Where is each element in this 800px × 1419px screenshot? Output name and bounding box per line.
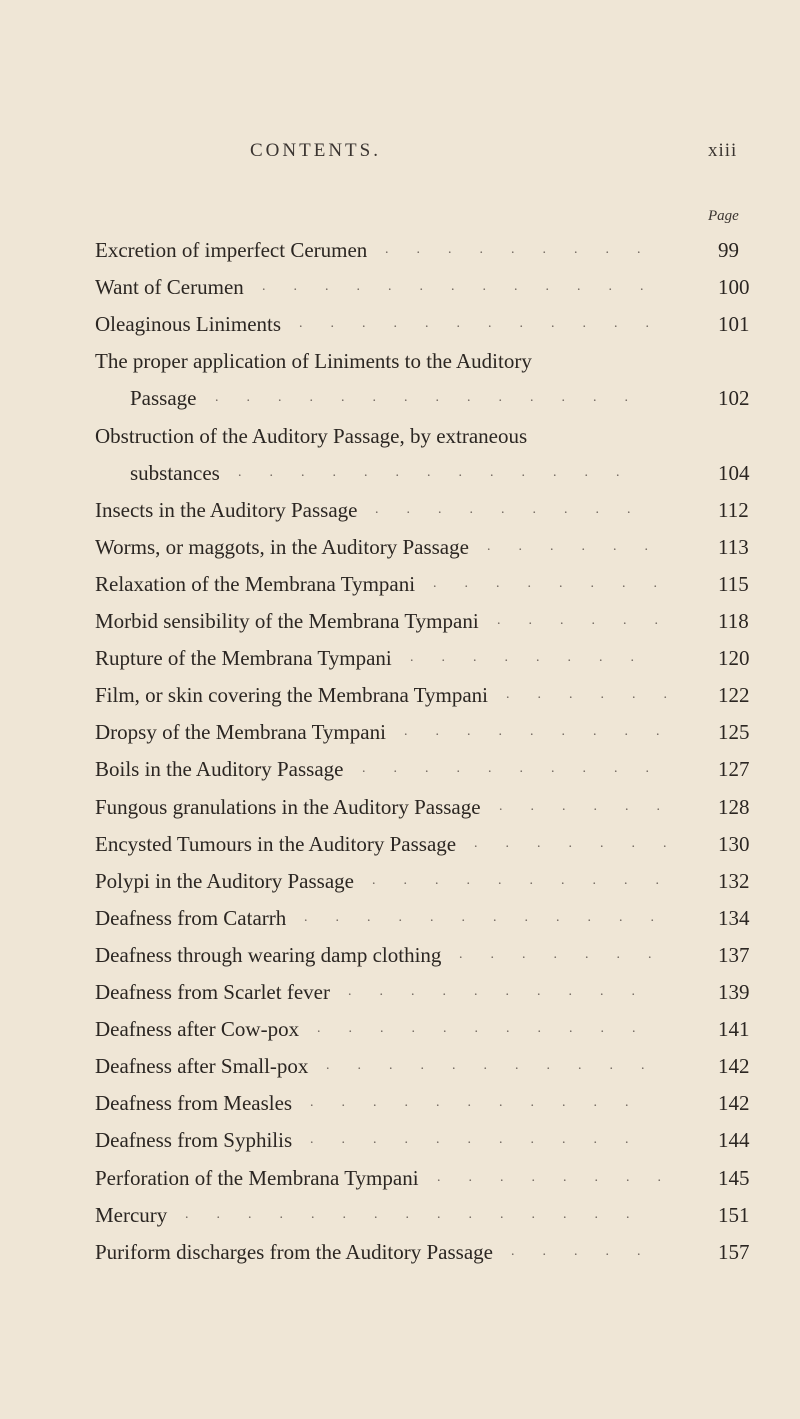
dot-leader: ....... (474, 835, 695, 851)
dot-leader: ............. (262, 279, 672, 295)
dot-leader: ............ (299, 316, 677, 332)
toc-entry-title: Oleaginous Liniments (95, 312, 282, 337)
toc-entry (0, 380, 800, 416)
toc-entry-title: Worms, or maggots, in the Auditory Passage (95, 534, 469, 559)
toc-entry-title: Fungous granulations in the Auditory Passage (95, 794, 481, 819)
toc-entry-page: 115 (718, 571, 749, 596)
dot-leader: ..... (511, 1243, 669, 1259)
toc-entry-page: 101 (718, 312, 750, 337)
dot-leader: ...... (506, 687, 695, 703)
toc-entry-page: 134 (718, 905, 750, 930)
toc-entry-title: Encysted Tumours in the Auditory Passage (95, 831, 457, 856)
toc-entry (0, 937, 800, 973)
dot-leader: ......... (404, 724, 688, 740)
toc-entry-title: Deafness from Measles (95, 1091, 293, 1116)
toc-entry-title: Obstruction of the Auditory Passage, by extraneous (95, 423, 528, 448)
toc-entry-title: Insects in the Auditory Passage (95, 497, 358, 522)
toc-entry-title: Deafness after Cow-pox (95, 1017, 300, 1042)
toc-entry-page: 100 (718, 275, 750, 300)
toc-entry (0, 232, 800, 268)
page-title: CONTENTS. (250, 140, 381, 161)
toc-entry (0, 566, 800, 602)
dot-leader: ............. (238, 464, 648, 480)
toc-entry-title: Perforation of the Membrana Tympani (95, 1165, 419, 1190)
toc-entry-page: 104 (718, 460, 750, 485)
toc-entry-title: Puriform discharges from the Auditory Passage (95, 1239, 493, 1264)
folio-page-number: xiii (708, 140, 738, 161)
toc-entry (0, 900, 800, 936)
toc-entry-page: 141 (718, 1017, 750, 1042)
toc-entry (0, 343, 800, 379)
toc-entry (0, 751, 800, 787)
toc-entry-page: 112 (718, 497, 749, 522)
toc-entry-title: Deafness from Catarrh (95, 905, 287, 930)
toc-entry (0, 677, 800, 713)
dot-leader: .......... (348, 984, 663, 999)
toc-entry-title: Morbid sensibility of the Membrana Tympani (95, 609, 479, 633)
toc-entry-title: Rupture of the Membrana Tympani (95, 646, 392, 671)
toc-entry (0, 1011, 800, 1047)
toc-entry (0, 863, 800, 899)
dot-leader: ......... (375, 501, 659, 517)
dot-leader: ...... (497, 613, 686, 628)
toc-entry-page: 137 (718, 942, 750, 967)
dot-leader: ........... (310, 1095, 657, 1111)
toc-entry-page: 102 (718, 386, 750, 411)
toc-entry (0, 714, 800, 750)
toc-entry (0, 826, 800, 862)
toc-entry-page: 144 (718, 1128, 750, 1153)
toc-entry-title: Passage (130, 386, 197, 411)
toc-entry-page: 139 (718, 980, 750, 1004)
dot-leader: ........ (437, 1169, 689, 1185)
dot-leader: .......... (372, 872, 687, 888)
toc-entry-title: Film, or skin covering the Membrana Tympani (95, 683, 488, 708)
toc-entry (0, 529, 800, 565)
toc-entry-page: 132 (718, 868, 750, 893)
dot-leader: ....... (459, 946, 680, 962)
toc-entry (0, 269, 800, 305)
dot-leader: .......... (362, 761, 677, 777)
dot-leader: ............... (185, 1206, 658, 1222)
toc-entry-title: Dropsy of the Membrana Tympani (95, 720, 386, 745)
toc-entry-page: 127 (718, 757, 750, 782)
toc-entry (0, 603, 800, 639)
toc-entry-title: Polypi in the Auditory Passage (95, 868, 354, 893)
toc-entry-title: Relaxation of the Membrana Tympani (95, 571, 416, 596)
toc-entry-page: 99 (718, 238, 739, 262)
dot-leader: ............ (304, 909, 682, 925)
toc-entry-title: Deafness through wearing damp clothing (95, 942, 442, 967)
toc-entry-page: 145 (718, 1165, 750, 1190)
toc-entry (0, 1122, 800, 1158)
toc-entry-title: Excretion of imperfect Cerumen (95, 238, 368, 262)
dot-leader: ......... (385, 242, 669, 257)
toc-entry-title: substances (130, 460, 220, 485)
toc-entry (0, 1234, 800, 1270)
toc-entry (0, 1085, 800, 1121)
toc-entry-title: Deafness after Small-pox (95, 1054, 309, 1079)
toc-entry (0, 1048, 800, 1084)
toc-entry-page: 142 (718, 1091, 750, 1116)
toc-entry (0, 492, 800, 528)
toc-entry (0, 1160, 800, 1196)
toc-entry-page: 122 (718, 683, 750, 708)
toc-entry (0, 306, 800, 342)
toc-entry-page: 120 (718, 646, 750, 671)
toc-entry-page: 157 (718, 1239, 750, 1264)
dot-leader: ........ (433, 575, 685, 591)
dot-leader: ........... (317, 1021, 664, 1037)
toc-entry (0, 789, 800, 825)
toc-entry-page: 142 (718, 1054, 750, 1079)
toc-entry-title: Mercury (95, 1202, 168, 1227)
dot-leader: ...... (487, 538, 676, 554)
toc-entry (0, 974, 800, 1010)
toc-entry-page: 125 (718, 720, 750, 745)
dot-leader: ...... (499, 798, 688, 814)
toc-entry (0, 455, 800, 491)
toc-entry-title: The proper application of Liniments to the Auditory (95, 349, 532, 374)
toc-entry-title: Want of Cerumen (95, 275, 244, 300)
toc-entry (0, 640, 800, 676)
running-head (0, 140, 800, 170)
toc-entry-page: 118 (718, 609, 749, 633)
toc-entry (0, 418, 800, 454)
dot-leader: ........... (326, 1058, 673, 1074)
dot-leader: ........ (410, 650, 662, 666)
toc-entry (0, 1197, 800, 1233)
toc-entry-title: Deafness from Syphilis (95, 1128, 293, 1153)
toc-entry-page: 128 (718, 794, 750, 819)
toc-entry-title: Boils in the Auditory Passage (95, 757, 344, 782)
page-column-label: Page (708, 208, 739, 224)
toc-entry-title: Deafness from Scarlet fever (95, 980, 330, 1004)
toc-entry-page: 130 (718, 831, 750, 856)
toc-entry-page: 113 (718, 534, 749, 559)
dot-leader: .............. (215, 390, 656, 406)
dot-leader: ........... (310, 1132, 657, 1148)
toc-entry-page: 151 (718, 1202, 750, 1227)
